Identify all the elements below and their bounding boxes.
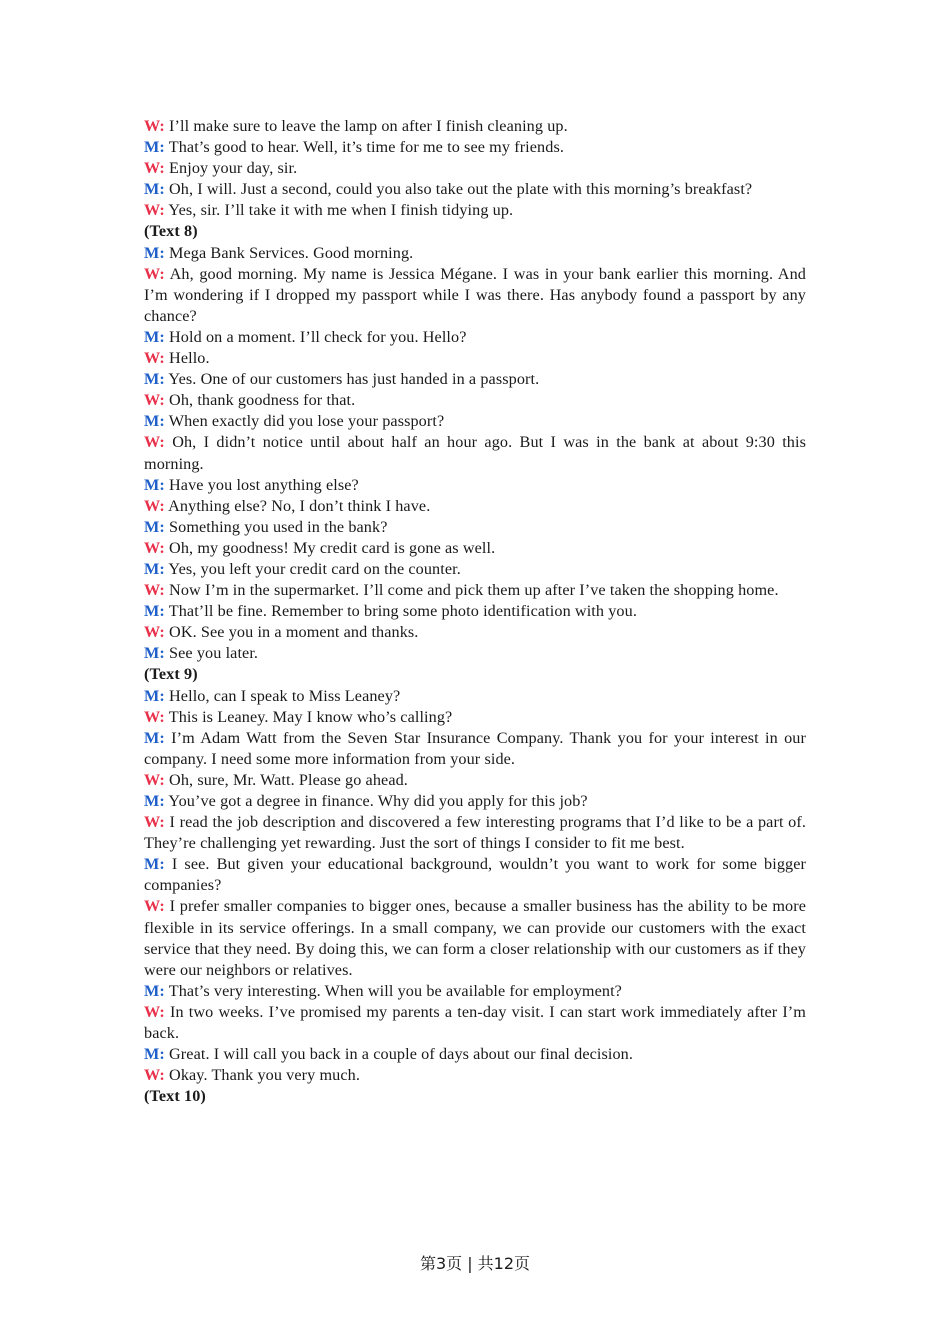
dialog-line xyxy=(144,200,806,221)
speaker-woman: W: xyxy=(144,496,165,515)
speaker-man: M: xyxy=(144,180,165,199)
dialog-line xyxy=(144,559,806,580)
dialog-line xyxy=(144,854,806,896)
dialog-line xyxy=(144,369,806,390)
dialog-text: Hello, can I speak to Miss Leaney? xyxy=(164,686,401,705)
section-heading xyxy=(144,221,806,242)
dialog-text: Oh, thank goodness for that. xyxy=(164,391,356,410)
dialog-text: That’s very interesting. When will you be available for employment? xyxy=(164,981,622,1000)
speaker-woman: W: xyxy=(144,897,165,916)
dialog-line xyxy=(144,1044,806,1065)
speaker-man: M: xyxy=(144,138,165,157)
dialog-line xyxy=(144,538,806,559)
dialog-text: Hold on a moment. I’ll check for you. Hello? xyxy=(164,327,467,346)
dialog-text: Great. I will call you back in a couple of days about our final decision. xyxy=(164,1045,634,1064)
dialog-text: Ah, good morning. My name is Jessica Mégane. I was in your bank earlier this morning. And I’m wondering if I dropped my passport while I was there. Has anybody found a passport by any chance? xyxy=(144,264,806,325)
dialog-line xyxy=(144,264,806,327)
dialog-line xyxy=(144,348,806,369)
speaker-woman: W: xyxy=(144,159,165,178)
dialog-text: Oh, my goodness! My credit card is gone as well. xyxy=(164,538,496,557)
speaker-woman: W: xyxy=(144,201,165,220)
dialog-text: I see. But given your educational background, wouldn’t you want to work for some bigger companies? xyxy=(144,855,806,895)
speaker-man: M: xyxy=(144,1045,165,1064)
dialog-text: I prefer smaller companies to bigger ones, because a smaller business has the ability to be more flexible in its service offerings. In a small company, we can provide our customers with the exact service that they need. By doing this, we can form a closer relationship with our customers as if they were our neighbors or relatives. xyxy=(144,897,806,979)
speaker-woman: W: xyxy=(144,264,165,283)
dialog-text: OK. See you in a moment and thanks. xyxy=(164,623,419,642)
dialog-line xyxy=(144,770,806,791)
dialog-text: Yes. One of our customers has just handed in a passport. xyxy=(164,370,540,389)
dialog-line xyxy=(144,496,806,517)
speaker-man: M: xyxy=(144,475,165,494)
dialog-line xyxy=(144,1065,806,1086)
dialog-text: When exactly did you lose your passport? xyxy=(164,412,445,431)
speaker-man: M: xyxy=(144,327,165,346)
dialog-text: That’s good to hear. Well, it’s time for me to see my friends. xyxy=(164,138,564,157)
dialog-line xyxy=(144,686,806,707)
dialog-text: In two weeks. I’ve promised my parents a ten-day visit. I can start work immediately after I’m back. xyxy=(144,1002,806,1043)
dialog-text: Enjoy your day, sir. xyxy=(164,159,298,178)
dialog-text: This is Leaney. May I know who’s calling? xyxy=(164,707,453,726)
section-heading-text: (Text 9) xyxy=(144,665,198,684)
dialog-line xyxy=(144,411,806,432)
speaker-woman: W: xyxy=(144,1066,165,1085)
speaker-woman: W: xyxy=(144,581,165,600)
dialog-text: Oh, sure, Mr. Watt. Please go ahead. xyxy=(164,770,408,789)
dialog-line xyxy=(144,643,806,664)
dialog-line xyxy=(144,1002,806,1044)
dialog-text: Anything else? No, I don’t think I have. xyxy=(164,496,431,515)
dialog-line xyxy=(144,179,806,200)
section-heading xyxy=(144,664,806,685)
dialog-text: That’ll be fine. Remember to bring some photo identification with you. xyxy=(164,602,637,621)
speaker-man: M: xyxy=(144,644,165,663)
speaker-woman: W: xyxy=(144,117,165,135)
dialog-text: Something you used in the bank? xyxy=(164,517,388,536)
dialog-text: I’m Adam Watt from the Seven Star Insurance Company. Thank you for your interest in our company. I need some more information from your side. xyxy=(144,728,806,768)
dialog-text: Have you lost anything else? xyxy=(164,475,359,494)
dialog-text: Now I’m in the supermarket. I’ll come and pick them up after I’ve taken the shopping home. xyxy=(164,581,779,600)
page-footer xyxy=(0,1251,950,1274)
dialog-text: Hello. xyxy=(164,349,210,368)
speaker-man: M: xyxy=(144,728,165,747)
dialog-text: See you later. xyxy=(164,644,259,663)
dialog-line xyxy=(144,432,806,474)
dialog-text: Oh, I will. Just a second, could you also take out the plate with this morning’s breakfast? xyxy=(164,180,753,199)
speaker-woman: W: xyxy=(144,538,165,557)
speaker-woman: W: xyxy=(144,349,165,368)
dialog-text: Yes, sir. I’ll take it with me when I finish tidying up. xyxy=(164,201,514,220)
dialog-line xyxy=(144,622,806,643)
dialog-text: You’ve got a degree in finance. Why did you apply for this job? xyxy=(164,792,588,810)
dialog-line xyxy=(144,243,806,264)
dialog-line xyxy=(144,601,806,622)
speaker-man: M: xyxy=(144,981,165,1000)
dialog-line xyxy=(144,390,806,411)
speaker-man: M: xyxy=(144,412,165,431)
section-heading-text: (Text 10) xyxy=(144,1087,206,1106)
section-heading-text: (Text 8) xyxy=(144,222,198,241)
speaker-woman: W: xyxy=(144,707,165,726)
dialog-line xyxy=(144,137,806,158)
speaker-woman: W: xyxy=(144,391,165,410)
dialog-text: Yes, you left your credit card on the counter. xyxy=(164,559,461,578)
dialog-text: I read the job description and discovered a few interesting programs that I’d like to be a part of. They’re challenging yet rewarding. Just the sort of things I consider to fit me best. xyxy=(144,813,806,853)
speaker-man: M: xyxy=(144,855,165,874)
dialog-text: Mega Bank Services. Good morning. xyxy=(164,243,414,262)
speaker-woman: W: xyxy=(144,433,165,452)
dialog-line xyxy=(144,728,806,770)
dialog-line xyxy=(144,981,806,1002)
dialog-line xyxy=(144,517,806,538)
speaker-woman: W: xyxy=(144,623,165,642)
speaker-woman: W: xyxy=(144,1002,165,1021)
speaker-woman: W: xyxy=(144,770,165,789)
speaker-man: M: xyxy=(144,517,165,536)
section-heading xyxy=(144,1086,806,1107)
dialog-text: I’ll make sure to leave the lamp on after I finish cleaning up. xyxy=(164,117,568,135)
dialog-line xyxy=(144,707,806,728)
dialog-line xyxy=(144,580,806,601)
speaker-man: M: xyxy=(144,243,165,262)
dialog-text: Oh, I didn’t notice until about half an hour ago. But I was in the bank at about 9:30 this morning. xyxy=(144,433,806,473)
speaker-man: M: xyxy=(144,602,165,621)
speaker-woman: W: xyxy=(144,813,165,832)
dialog-line xyxy=(144,896,806,980)
dialog-line xyxy=(144,116,806,137)
speaker-man: M: xyxy=(144,370,165,389)
dialog-line xyxy=(144,475,806,496)
dialog-text: Okay. Thank you very much. xyxy=(164,1066,360,1085)
dialog-line xyxy=(144,158,806,179)
speaker-man: M: xyxy=(144,792,165,810)
dialog-line xyxy=(144,812,806,854)
page-number: 第3页 | 共12页 xyxy=(419,1254,531,1273)
dialog-line xyxy=(144,327,806,348)
dialog-line xyxy=(144,791,806,812)
speaker-man: M: xyxy=(144,559,165,578)
transcript-body xyxy=(144,116,806,1107)
speaker-man: M: xyxy=(144,686,165,705)
